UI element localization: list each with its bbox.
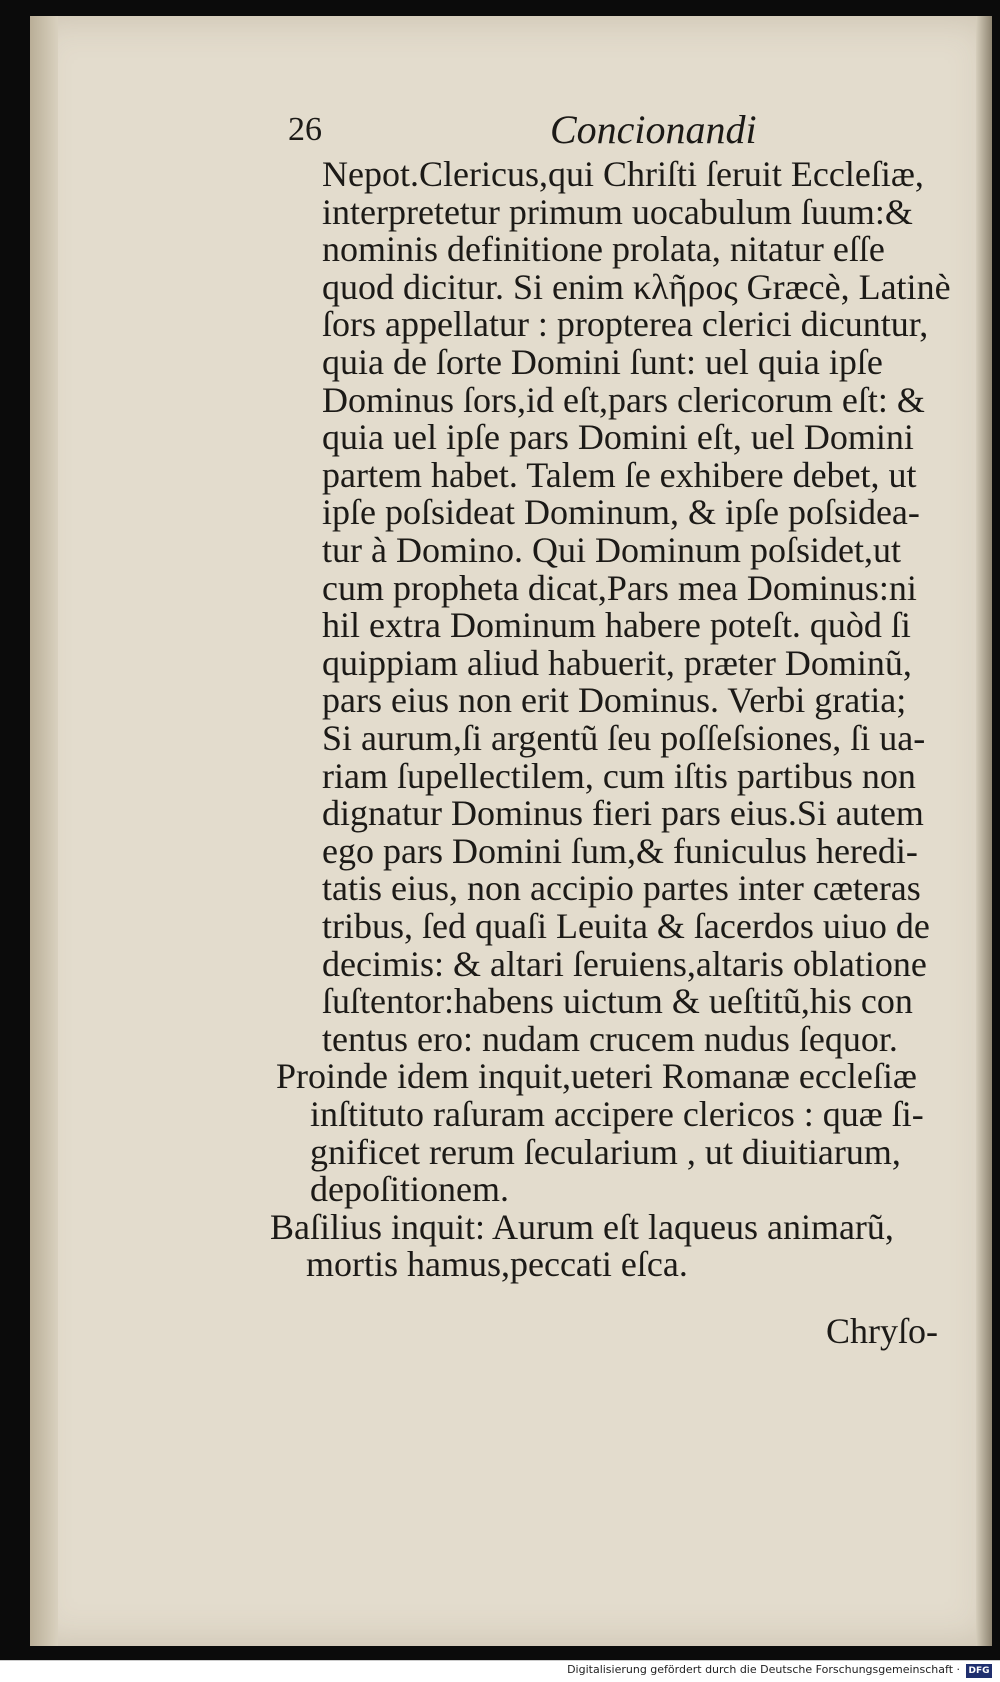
text-line: Baſilius inquit: Aurum eſt laqueus animarũ, (270, 1207, 894, 1247)
text-line: Nepot.Clericus,qui Chriſti ſeruit Eccleſiæ, (322, 154, 924, 194)
text-line: partem habet. Talem ſe exhibere debet, ut (322, 455, 917, 495)
text-line: quia de ſorte Domini ſunt: uel quia ipſe (322, 342, 883, 382)
digitization-footer (0, 1660, 1000, 1682)
text-line: inſtituto raſuram accipere clericos : quæ ſi- (310, 1094, 924, 1134)
text-line: mortis hamus,peccati eſca. (306, 1244, 688, 1284)
text-line: decimis: & altari ſeruiens,altaris oblatione (322, 944, 927, 984)
text-line: quia uel ipſe pars Domini eſt, uel Domini (322, 417, 914, 457)
text-line: gnificet rerum ſecularium , ut diuitiarum, (310, 1132, 901, 1172)
text-line: dignatur Dominus fieri pars eius.Si autem (322, 793, 924, 833)
text-line: ipſe poſsideat Dominum, & ipſe poſsidea- (322, 492, 920, 532)
footer-credit: Digitalisierung gefördert durch die Deutsche Forschungsgemeinschaft · (567, 1663, 960, 1676)
page-number: 26 (288, 111, 322, 148)
running-head: Concionandi (550, 107, 757, 152)
text-line: ſuſtentor:habens uictum & ueſtitũ,his con (322, 981, 913, 1021)
text-line: quod dicitur. Si enim κλῆρος Græcè, Latinè (322, 267, 951, 307)
text-line: tur à Domino. Qui Dominum poſsidet,ut (322, 530, 901, 570)
text-line: nominis definitione prolata, nitatur eſſe (322, 229, 885, 269)
text-line: tribus, ſed quaſi Leuita & ſacerdos uiuo de (322, 906, 930, 946)
text-line: cum propheta dicat,Pars mea Dominus:ni (322, 568, 917, 608)
text-line: pars eius non erit Dominus. Verbi gratia; (322, 680, 907, 720)
page-gutter (30, 16, 58, 1646)
page-edge (976, 16, 992, 1646)
text-line: interpretetur primum uocabulum ſuum:& (322, 192, 913, 232)
dfg-logo: DFG (966, 1664, 992, 1678)
text-line: ſors appellatur : propterea clerici dicuntur, (322, 304, 929, 344)
text-line: Dominus ſors,id eſt,pars clericorum eſt: & (322, 380, 925, 420)
text-line: tatis eius, non accipio partes inter cæteras (322, 868, 921, 908)
text-line: riam ſupellectilem, cum iſtis partibus non (322, 756, 916, 796)
text-line: Proinde idem inquit,ueteri Romanæ eccleſiæ (276, 1056, 917, 1096)
text-line: hil extra Dominum habere poteſt. quòd ſi (322, 605, 911, 645)
text-line: ego pars Domini ſum,& funiculus heredi- (322, 831, 918, 871)
catchword: Chryſo- (826, 1311, 938, 1351)
text-line: Si aurum,ſi argentũ ſeu poſſeſsiones, ſi ua- (322, 718, 926, 758)
text-line: depoſitionem. (310, 1169, 509, 1209)
text-line: tentus ero: nudam crucem nudus ſequor. (322, 1019, 898, 1059)
text-line: quippiam aliud habuerit, præter Dominũ, (322, 643, 912, 683)
book-page (30, 16, 992, 1646)
